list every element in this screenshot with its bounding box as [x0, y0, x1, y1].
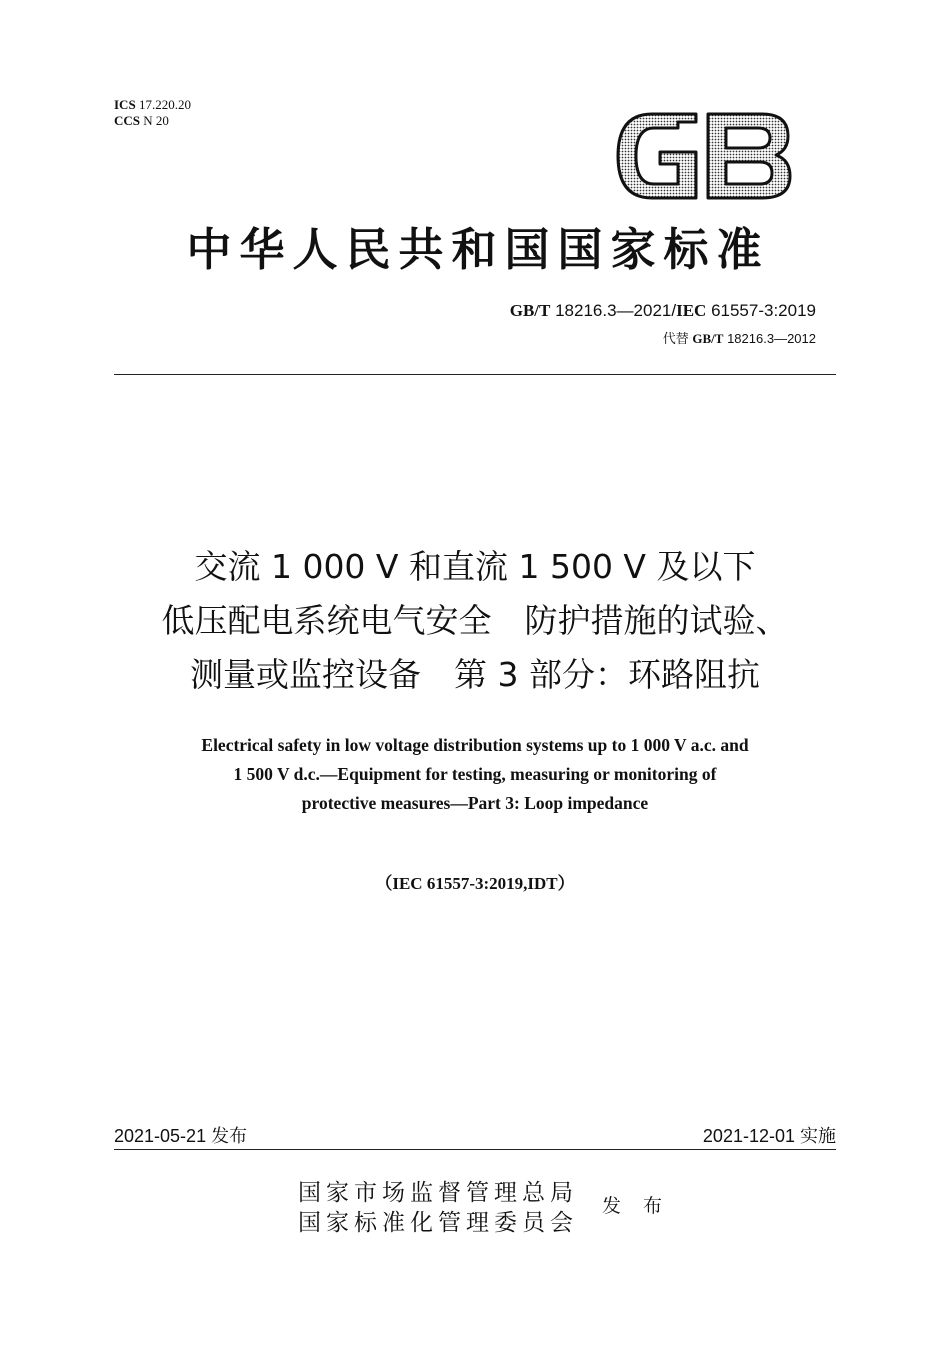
implementation-date: 2021-12-01 实施	[702, 1126, 836, 1146]
english-title-line-2: 1 500 V d.c.—Equipment for testing, measuring or monitoring of	[233, 764, 717, 784]
english-title-line-3: protective measures—Part 3: Loop impedance	[301, 793, 649, 813]
ccs-label: CCS	[114, 113, 141, 128]
ics-code	[114, 97, 191, 113]
iec-prefix: IEC	[676, 301, 707, 320]
ccs-value: N 20	[143, 113, 169, 128]
publish-label: 发 布	[602, 1195, 671, 1217]
adoption-degree: （IEC 61557-3:2019,IDT）	[375, 874, 575, 893]
issue-date: 2021-05-21 发布	[114, 1126, 248, 1146]
replaces-label: 代替	[662, 331, 689, 346]
header-divider	[114, 374, 836, 375]
replaces-number: 18216.3—2012	[727, 331, 816, 346]
issuer-samr: 国家市场监督管理总局	[298, 1180, 578, 1206]
ics-value: 17.220.20	[138, 97, 191, 112]
gb-logo-b-shape	[708, 114, 790, 198]
replaces-prefix: GB/T	[692, 331, 724, 346]
footer-divider	[114, 1149, 836, 1150]
english-title	[100, 731, 850, 818]
issuer-sac: 国家标准化管理委员会	[298, 1210, 578, 1236]
ics-label: ICS	[114, 97, 136, 112]
english-title-line-1: Electrical safety in low voltage distribution systems up to 1 000 V a.c. and	[201, 735, 749, 755]
national-standard-title: 中华人民共和国国家标准	[186, 223, 770, 276]
replaces-standard	[663, 330, 816, 348]
issuing-authorities	[298, 1178, 578, 1238]
classification-codes	[114, 97, 191, 129]
standard-number-value: 18216.3—2021/	[555, 301, 677, 320]
chinese-title-line-1: 交流 1 000 V 和直流 1 500 V 及以下	[194, 547, 756, 586]
gb-logo-icon	[612, 108, 794, 204]
iec-number: 61557-3:2019	[711, 301, 816, 320]
ccs-code	[114, 113, 191, 129]
standard-prefix: GB/T	[509, 301, 551, 320]
chinese-title	[80, 540, 870, 702]
chinese-title-line-3: 测量或监控设备 第 3 部分：环路阻抗	[190, 655, 760, 694]
chinese-title-line-2: 低压配电系统电气安全 防护措施的试验、	[161, 601, 789, 640]
standard-number	[510, 300, 816, 322]
gb-logo-g-shape	[618, 114, 696, 198]
